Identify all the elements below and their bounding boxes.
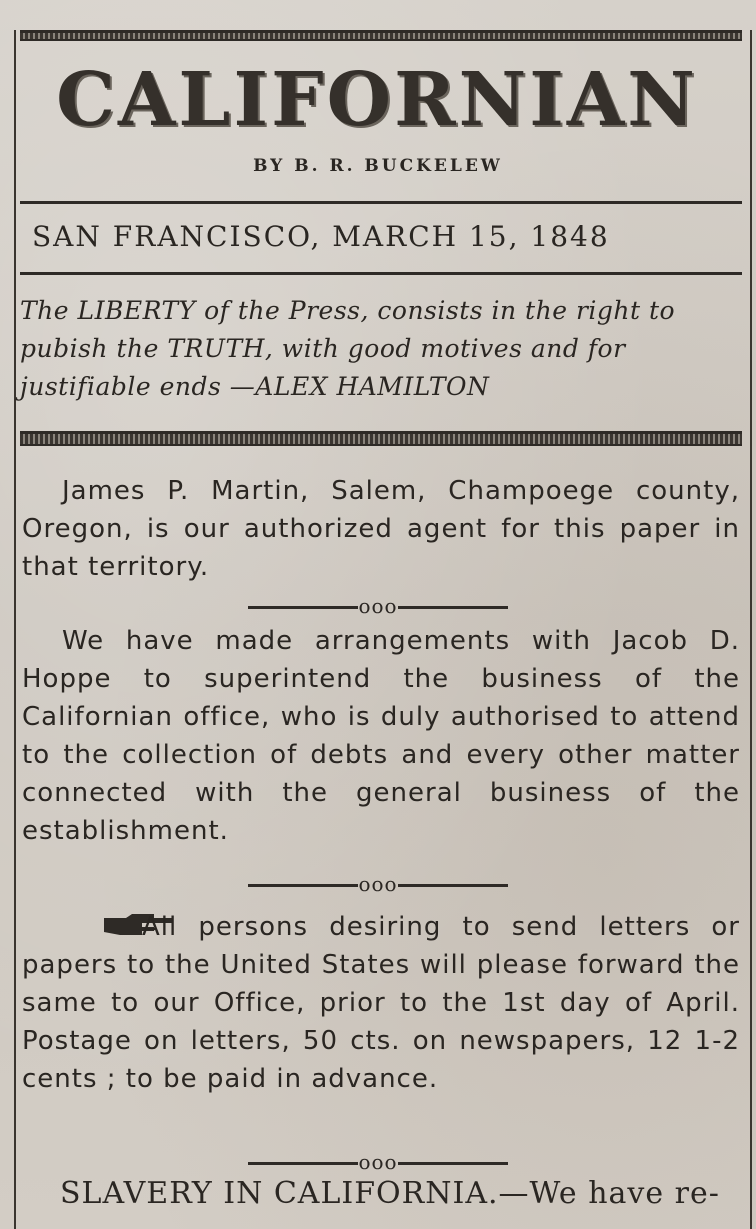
- notice-agent: James P. Martin, Salem, Champoege county, Oregon, is our authorized agent for this paper in that territory.: [22, 476, 740, 582]
- rule-below-dateline: [20, 272, 742, 275]
- left-column-rule: [14, 30, 16, 1229]
- masthead-title: CALIFORNIAN: [56, 57, 698, 143]
- next-article-heading: SLAVERY IN CALIFORNIA.—We have re-: [60, 1176, 720, 1211]
- notice-postage-text: All persons desiring to send letters or papers to the United States will please forward the same to our Office, prior to the 1st day of April. Postage on letters, 50 cts. on newspapers, 12 1-2 cents ; to be paid in advance.: [22, 912, 740, 1094]
- separator: [0, 872, 756, 896]
- separator: [0, 1150, 756, 1174]
- pointing-hand-icon: [62, 911, 134, 937]
- right-column-rule: [750, 30, 752, 1229]
- separator-ornament: ooo: [358, 872, 398, 896]
- motto: The LIBERTY of the Press, consists in the right to pubish the TRUTH, with good motives and for justifiable ends —ALEX HAMILTON: [20, 296, 676, 401]
- dateline: SAN FRANCISCO, MARCH 15, 1848: [32, 220, 610, 253]
- separator-ornament: ooo: [358, 1150, 398, 1174]
- notice-hoppe: We have made arrangements with Jacob D. Hoppe to superintend the business of the Californian office, who is duly authorised to attend to the collection of debts and every other matter connected with the general business of the establishment.: [22, 626, 740, 846]
- notice-postage: [22, 908, 740, 1098]
- double-rule-below-motto: [20, 431, 742, 446]
- byline: BY B. R. BUCKELEW: [253, 156, 503, 176]
- separator: [0, 594, 756, 618]
- rule-above-dateline: [20, 201, 742, 204]
- separator-ornament: ooo: [358, 594, 398, 618]
- top-double-rule: [20, 30, 742, 41]
